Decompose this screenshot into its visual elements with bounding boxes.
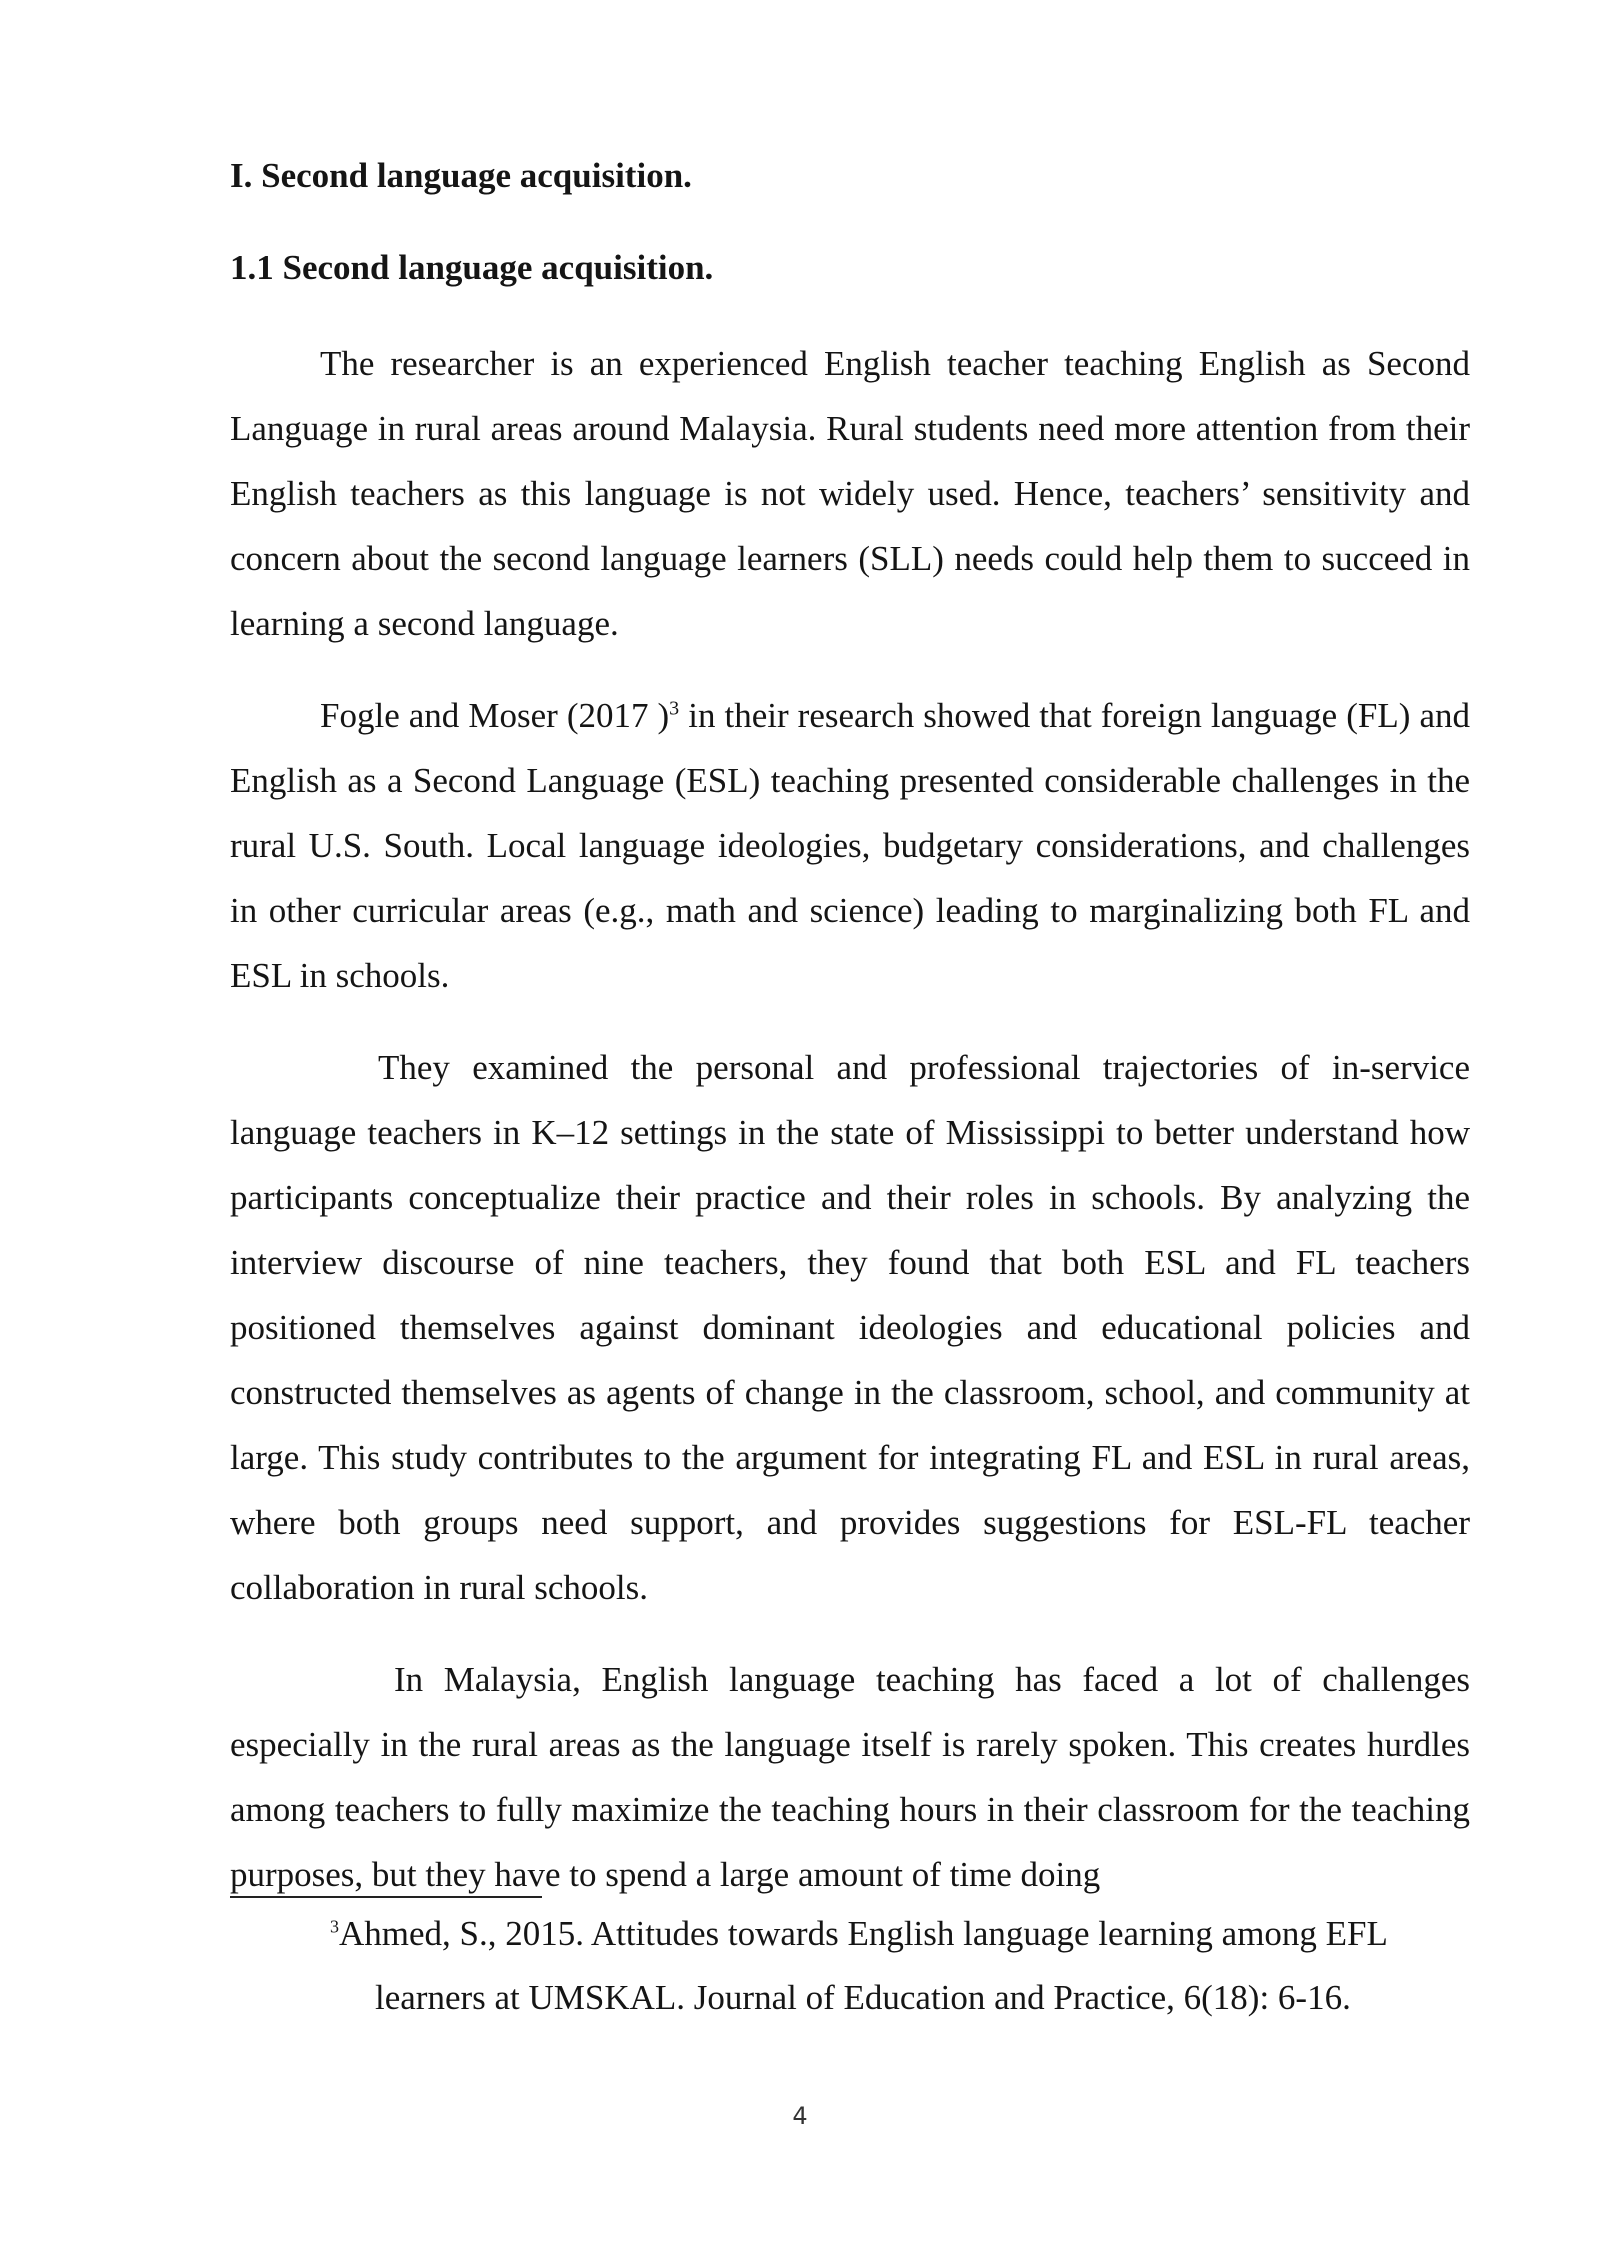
footnote-reference: 3 — [669, 697, 680, 720]
page-number: 4 — [792, 2102, 808, 2130]
paragraph-2-rest: in their research showed that foreign language (FL) and English as a Second Language (ESL) teaching presented considerable challenges in the rural U.S. South. Local language ideologies, budgetary considerations, and challenges in other curricular areas (e.g., math and science) leading to marginalizing both FL and ESL in schools. — [230, 696, 1470, 995]
paragraph-1: The researcher is an experienced English teacher teaching English as Second Language in rural areas around Malaysia. Rural students need more attention from their English teachers as this language is not widely used. Hence, teachers’ sensitivity and concern about the second language learners (SLL) needs could help them to succeed in learning a second language. — [230, 344, 1470, 643]
footnote — [230, 1902, 1470, 2030]
subsection-heading: 1.1 Second language acquisition. — [230, 248, 714, 287]
paragraph-2-start: Fogle and Moser (2017 ) — [320, 696, 670, 735]
paragraph-2 — [230, 683, 1470, 1008]
paragraph-3: They examined the personal and professional trajectories of in-service language teachers in K–12 settings in the state of Mississippi to better understand how participants conceptualize their practice and their roles in schools. By analyzing the interview discourse of nine teachers, they found that both ESL and FL teachers positioned themselves against dominant ideologies and educational policies and constructed themselves as agents of change in the classroom, school, and community at large. This study contributes to the argument for integrating FL and ESL in rural areas, where both groups need support, and provides suggestions for ESL-FL teacher collaboration in rural schools. — [230, 1048, 1470, 1607]
footnote-separator — [230, 1896, 542, 1898]
paragraph-4: In Malaysia, English language teaching has faced a lot of challenges especially in the rural areas as the language itself is rarely spoken. This creates hurdles among teachers to fully maximize the teaching hours in their classroom for the teaching purposes, but they have to spend a large amount of time doing — [230, 1660, 1470, 1894]
footnote-lead — [230, 1902, 339, 1966]
section-heading: I. Second language acquisition. — [230, 156, 692, 195]
footnote-text: Ahmed, S., 2015. Attitudes towards English language learning among EFL learners at UMSKAL. Journal of Education and Practice, 6(18): 6-16. — [339, 1914, 1387, 2017]
body-text — [230, 150, 1470, 1907]
footnote-marker: 3 — [330, 1916, 339, 1937]
